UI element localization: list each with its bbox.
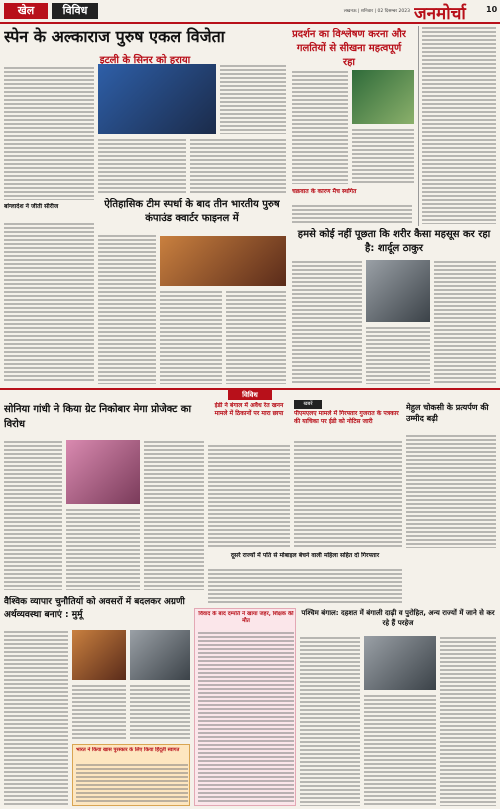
- dateline: लखनऊ | शनिवार | 02 दिसम्बर 2023: [343, 9, 410, 14]
- general-mid-headline: दूसरे राज्यों में पति से मोबाइल बेचने वाली महिला सहित दो गिरफ्तार: [230, 552, 380, 559]
- sports-side-story-text1: [292, 260, 362, 384]
- paper-name: जनमोर्चा: [414, 4, 466, 21]
- general-col3-headline: पीएमएलए मामले में गिरफ्तार गुजरात के पत्रकार की याचिका पर ईडी को नोटिस जारी: [294, 410, 399, 425]
- general-section-label: विविध: [228, 390, 272, 400]
- sports-lead-text-col1: [4, 66, 94, 200]
- masthead-rule: [0, 22, 500, 24]
- sports-lead-text-col2: [98, 138, 186, 194]
- sports-mid-text3: [226, 290, 286, 384]
- sports-side-story-text2: [434, 260, 496, 384]
- general-bottom-text3: [130, 684, 190, 740]
- info-box-text: [76, 763, 188, 803]
- page-number: 10: [486, 5, 498, 14]
- general-bottom-headline: वैश्विक व्यापार चुनौतियों को अवसरों में बदलकर अग्रणी अर्थव्यवस्था बनाएं : मुर्मू: [4, 597, 185, 620]
- general-lead-text3: [144, 440, 204, 590]
- sports-mid-headline: ऐतिहासिक टीम स्पर्धा के बाद तीन भारतीय पुरुष कंपाउंड क्वार्टर फाइनल में: [104, 199, 280, 224]
- general-lead-photo: [66, 440, 140, 504]
- sports-mid-text: [98, 234, 156, 384]
- sports-mid-text2: [160, 290, 222, 384]
- general-lead-headline: सोनिया गांधी ने किया ग्रेट निकोबार मेगा प्रोजेक्ट का विरोध: [4, 404, 192, 430]
- info-box: [72, 744, 190, 806]
- general-bottom-right-text2: [364, 694, 436, 806]
- general-right-headline: मेहुल चोकसी के प्रत्यर्पण की उम्मीद बढ़ी: [406, 403, 489, 423]
- section-tab-sports: खेल: [4, 3, 48, 19]
- general-bottom-photo1: [72, 630, 126, 680]
- general-bottom-right-text1: [300, 636, 360, 806]
- general-bottom-right-photo: [364, 636, 436, 690]
- general-bottom-text1: [4, 630, 68, 806]
- sports-side-box-headline: चक्रवात के कारण मैच स्थगित: [292, 188, 357, 195]
- bottom-box-text: [198, 631, 294, 803]
- masthead: [0, 0, 500, 22]
- general-bottom-right-text3: [440, 636, 496, 806]
- sports-side-story-text3: [366, 326, 430, 384]
- general-right-text: [406, 434, 496, 548]
- general-mid-text: [208, 568, 402, 604]
- general-col2-headline: ईडी ने बंगाल में अवैध रेत खनन मामले में ठिकानों पर मारा छापा: [214, 402, 284, 417]
- bottom-box: [194, 608, 296, 806]
- info-box-headline: भारत ने किया खास पुरस्कार के लिए किया हिंदूर्ती स्वागत: [76, 747, 180, 753]
- general-bottom-text2: [72, 684, 126, 740]
- sports-sidebar-text: [4, 222, 94, 382]
- general-col2-text: [208, 444, 290, 548]
- sports-right-photo: [352, 70, 414, 124]
- general-lead-text1: [4, 440, 62, 590]
- sports-right-text2: [352, 128, 414, 184]
- khabaren-label: खबरें: [294, 400, 322, 409]
- sports-side-story-headline: हमसे कोई नहीं पूछता कि शरीर कैसा महसूस कर रहा है: शार्दूल ठाकुर: [297, 229, 491, 254]
- sports-mid-photo: [160, 236, 286, 286]
- sports-right-text1: [292, 70, 348, 184]
- sports-side-story-photo: [366, 260, 430, 322]
- sports-lead-headline: स्पेन के अल्काराज पुरुष एकल विजेता: [4, 27, 225, 46]
- sports-far-right-text: [422, 26, 496, 224]
- general-bottom-right-headline: पश्चिम बंगाल: दहशत में बंगाली दाढ़ी व पुरोहित, अन्य राज्यों में जाने से कर रहे हैं परहेज: [301, 609, 495, 627]
- sports-far-right-column: [418, 26, 496, 226]
- sports-lead-photo: [98, 64, 216, 134]
- general-lead-text2: [66, 508, 140, 590]
- sports-lead-subhead: इटली के सिनर को हराया: [99, 55, 191, 64]
- general-col3-text: [294, 440, 402, 548]
- sports-right-headline: प्रदर्शन का विश्लेषण करना और गलतियों से सीखना महत्वपूर्ण रहा: [292, 29, 406, 68]
- section-tab-general: विविध: [52, 3, 98, 19]
- sports-sidebar-title: बांग्लादेश ने जीती सीरीज: [4, 203, 59, 210]
- sports-lead-text-col3: [190, 138, 286, 194]
- bottom-box-headline: विवाद के बाद दम्पति ने खाया जहर, शिक्षक की मौत: [198, 611, 294, 624]
- sports-side-box-text: [292, 204, 412, 224]
- sports-lead-text-col4: [220, 64, 286, 134]
- general-bottom-photo2: [130, 630, 190, 680]
